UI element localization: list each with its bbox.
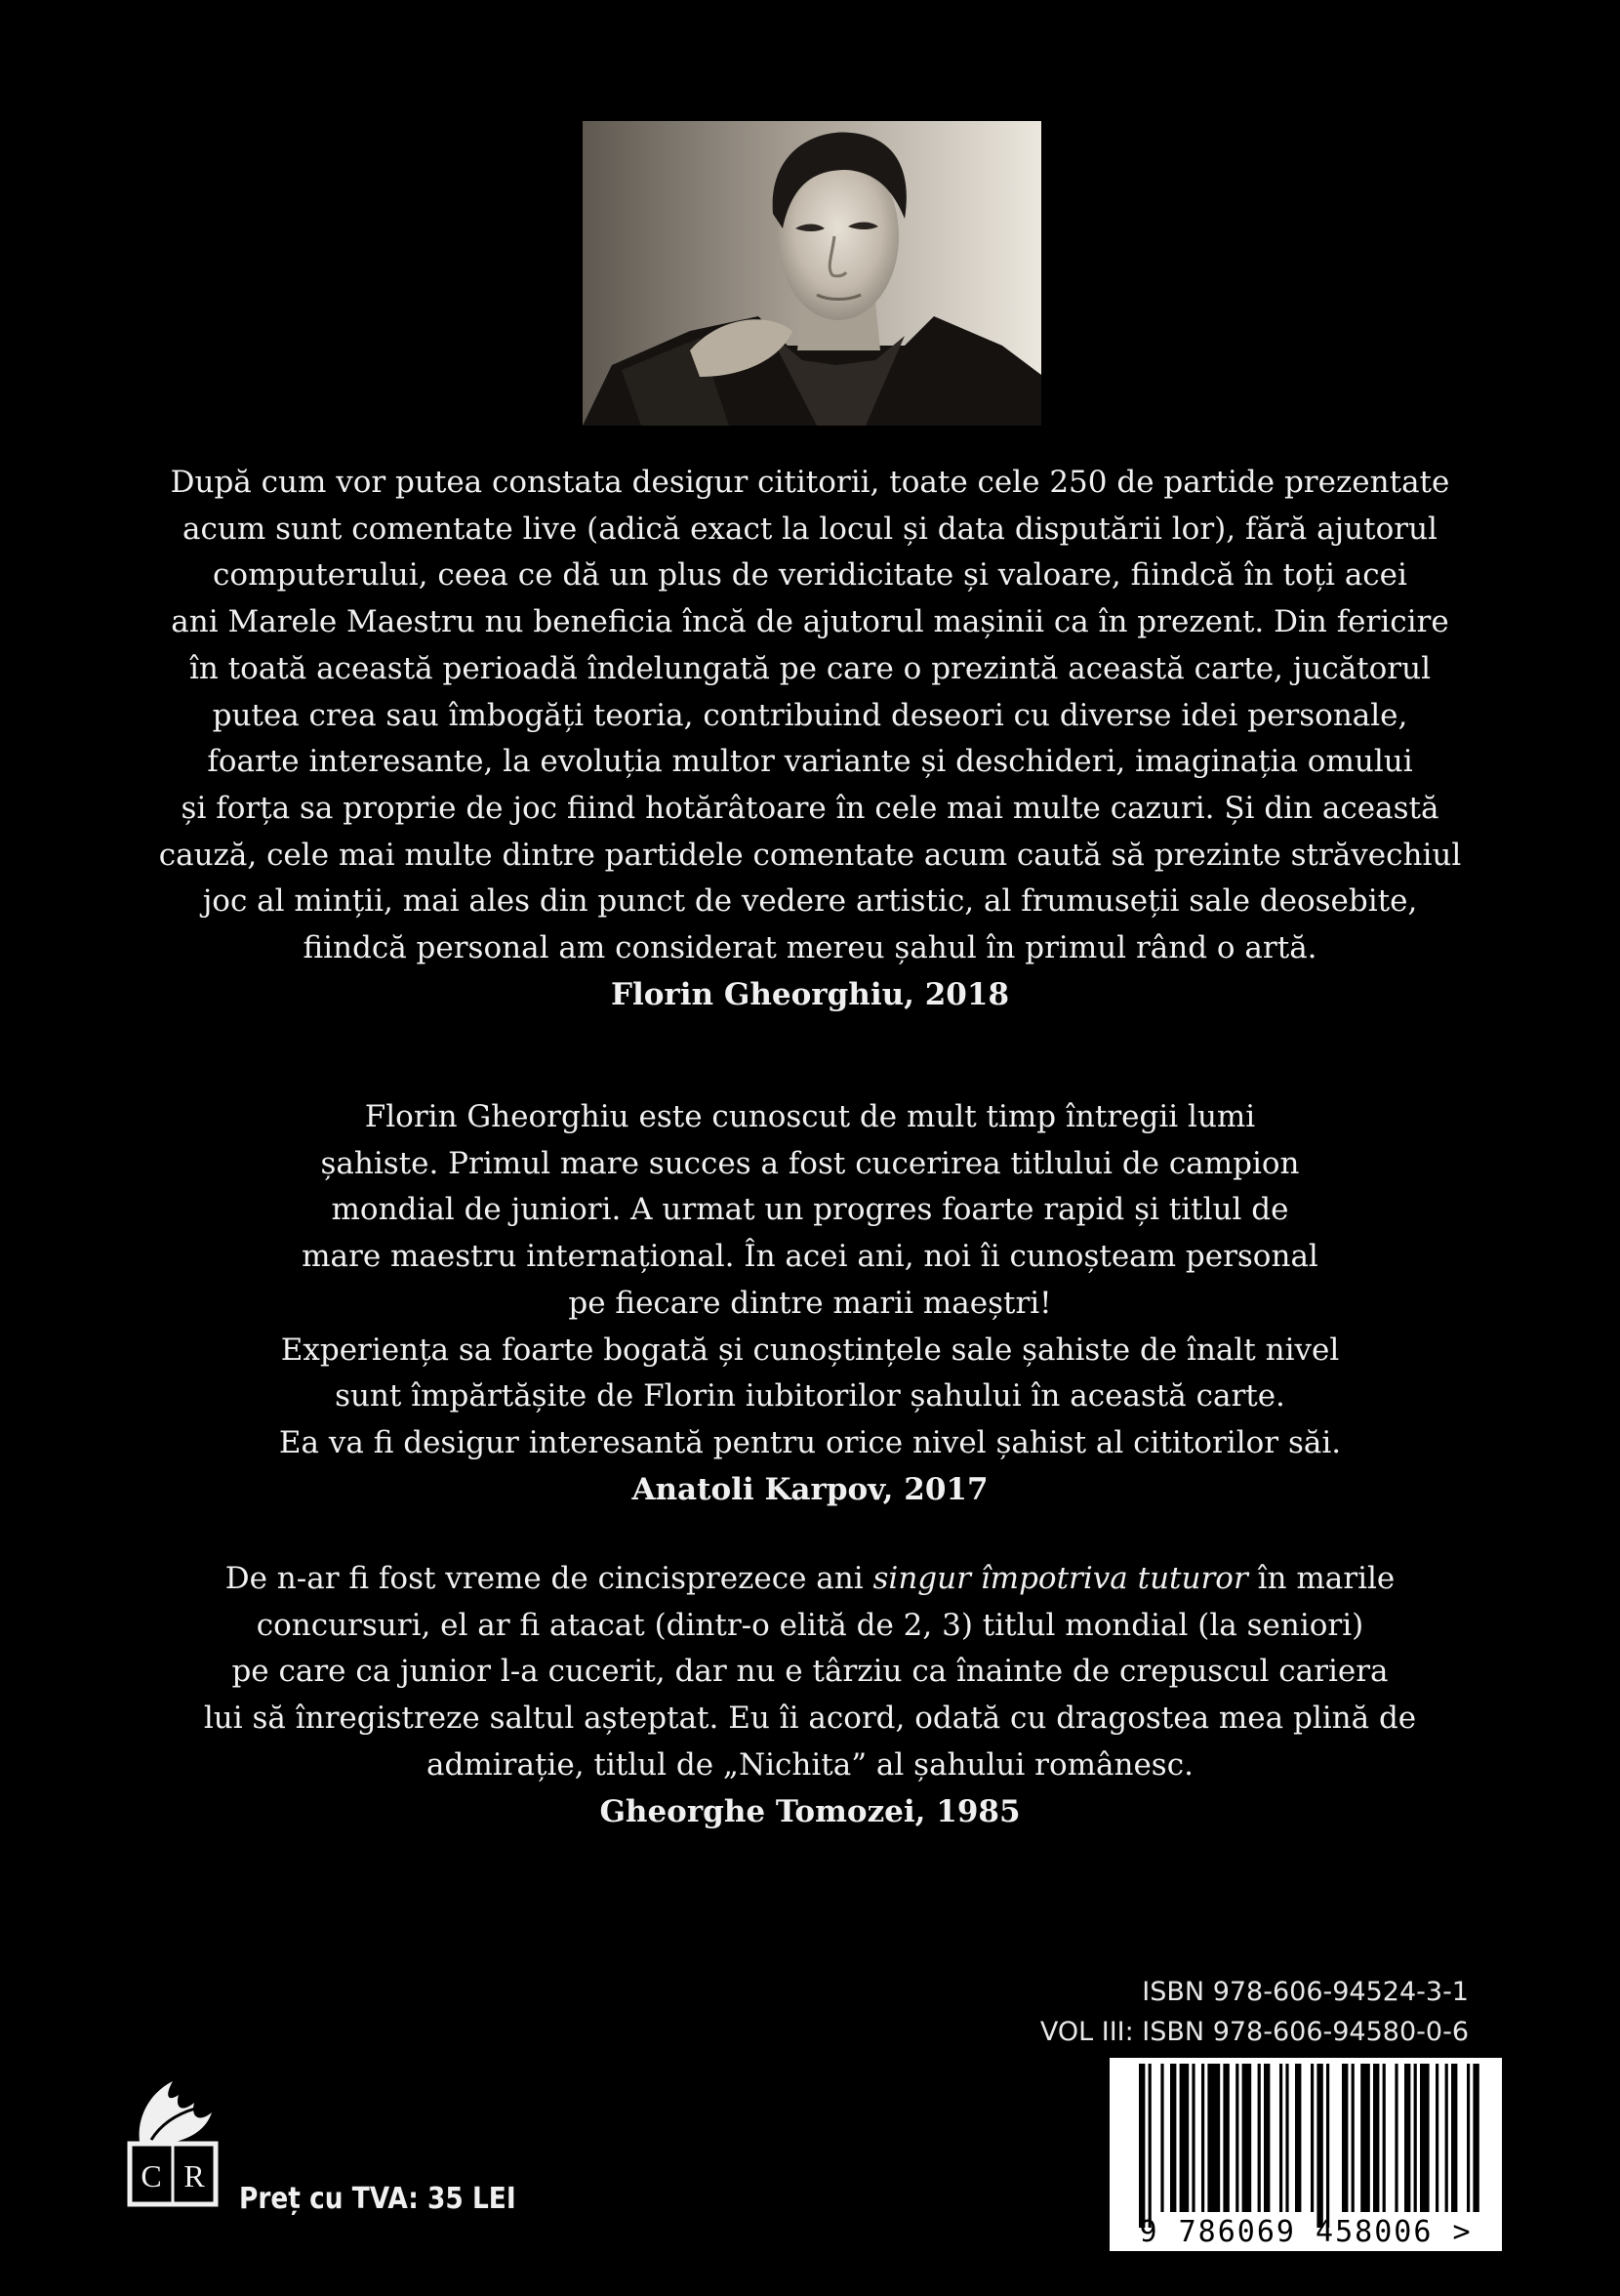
barcode-bar (1285, 2064, 1288, 2212)
barcode-bar (1342, 2064, 1348, 2212)
quote-line: lui să înregistreze saltul așteptat. Eu îi acord, odată cu dragostea mea plină de (203, 1701, 1417, 1737)
barcode-bar (1235, 2064, 1238, 2212)
quote-line: foarte interesante, la evoluția multor variante și deschideri, imaginația omului (207, 744, 1413, 780)
barcode-bar (1258, 2064, 1261, 2212)
portrait-illustration (583, 121, 1041, 426)
price-label: Preț cu TVA: 35 LEI (239, 2182, 516, 2216)
quote-line: și forța sa proprie de joc fiind hotărâtoare în cele mai multe cazuri. Și din această (181, 790, 1439, 826)
barcode-bar (1404, 2064, 1410, 2212)
barcode-bar (1467, 2064, 1470, 2212)
quote-line: joc al minții, mai ales din punct de vedere artistic, al frumuseții sale deosebite, (202, 883, 1418, 920)
quote-line: acum sunt comentate live (adică exact la locul și data disputării lor), fără ajutorul (182, 511, 1438, 547)
barcode-bar (1311, 2064, 1314, 2212)
barcode-bar (1264, 2064, 1270, 2212)
barcode-bar (1149, 2064, 1152, 2228)
barcode-bar (1473, 2064, 1478, 2212)
quote-line: Ea va fi desigur interesantă pentru orice nivel șahist al cititorilor săi. (278, 1424, 1342, 1460)
quote-block-tomozei (117, 1556, 1503, 1835)
barcode-bar (1279, 2064, 1282, 2212)
barcode-bar (1207, 2064, 1220, 2212)
barcode-bar (1383, 2064, 1386, 2212)
quote-signature: Gheorghe Tomozei, 1985 (599, 1793, 1021, 1829)
quote-line: cauză, cele mai multe dintre partidele comentate acum caută să prezinte străvechiul (158, 837, 1462, 873)
logo-letter-c: C (141, 2158, 162, 2194)
quote-line: în toată această perioadă îndelungată pe care o prezintă această carte, jucătorul (188, 650, 1431, 686)
barcode-bar (1139, 2064, 1145, 2228)
barcode-bar (1414, 2064, 1417, 2212)
barcode-bar (1170, 2064, 1176, 2212)
quote-line: putea crea sau îmbogăți teoria, contribuind deseori cu diverse idei personale, (212, 697, 1408, 733)
quote-italic-phrase: singur împotriva tuturor (872, 1561, 1248, 1596)
quote-signature: Anatoli Karpov, 2017 (631, 1471, 989, 1507)
quote-signature: Florin Gheorghiu, 2018 (610, 976, 1010, 1012)
barcode-bar (1223, 2064, 1229, 2212)
publisher-logo (122, 2073, 223, 2210)
quote-line: mare maestru internațional. În acei ani, noi îi cunoșteam personal (302, 1239, 1318, 1275)
quote-line (117, 1556, 1503, 1603)
barcode-bar (1445, 2064, 1448, 2212)
quote-line: fiindcă personal am considerat mereu șahul în primul rând o artă. (303, 930, 1317, 966)
barcode-bar (1360, 2064, 1370, 2212)
quote-line: concursuri, el ar fi atacat (dintr-o elită de 2, 3) titlul mondial (la seniori) (256, 1607, 1364, 1643)
barcode-bar (1352, 2064, 1355, 2212)
barcode-bar (1420, 2064, 1430, 2212)
logo-letter-r: R (183, 2158, 205, 2194)
barcode-bar (1436, 2064, 1438, 2212)
quote-text: De n-ar fi fost vreme de cincisprezece ani (224, 1561, 873, 1596)
barcode-bar (1451, 2064, 1457, 2212)
quote-line: sunt împărtășite de Florin iubitorilor șahului în această carte. (335, 1378, 1285, 1414)
isbn-main: ISBN 978-606-94524-3-1 (1142, 1977, 1469, 2007)
quote-line: După cum vor putea constata desigur cititorii, toate cele 250 de partide prezentate (170, 465, 1450, 500)
barcode-bar (1242, 2064, 1252, 2212)
barcode-bar (1201, 2064, 1204, 2212)
quote-block-gheorghiu (117, 460, 1503, 1018)
quote-line: pe care ca junior l-a cucerit, dar nu e târziu ca înainte de crepuscul cariera (231, 1654, 1389, 1690)
publisher-logo-icon (122, 2073, 223, 2210)
quote-line: Experiența sa foarte bogată și cunoștințele sale șahiste de înalt nivel (280, 1332, 1340, 1368)
quote-line: ani Marele Maestru nu beneficia încă de ajutorul mașinii ca în prezent. Din fericire (171, 604, 1449, 640)
quote-line: mondial de juniori. A urmat un progres foarte rapid și titlul de (331, 1192, 1289, 1228)
barcode (1110, 2058, 1502, 2251)
barcode-bar (1316, 2064, 1322, 2228)
quote-line: admirație, titlul de „Nichita” al șahului românesc. (426, 1746, 1194, 1783)
quote-line: șahiste. Primul mare succes a fost cucerirea titlului de campion (320, 1145, 1300, 1181)
isbn-volume: VOL III: ISBN 978-606-94580-0-6 (1039, 2017, 1469, 2047)
barcode-bar (1160, 2064, 1163, 2212)
barcode-bar (1180, 2064, 1190, 2212)
barcode-bar (1192, 2064, 1195, 2212)
quote-line: Florin Gheorghiu este cunoscut de mult timp întregii lumi (364, 1099, 1256, 1134)
author-portrait-photo (583, 121, 1041, 426)
barcode-digits: 9 786069 458006 > (1139, 2215, 1473, 2249)
quote-line: computerului, ceea ce dă un plus de veridicitate și valoare, fiindcă în toți acei (213, 557, 1407, 594)
quote-text: în marile (1247, 1561, 1396, 1596)
quote-line: pe fiecare dintre marii maeștri! (568, 1285, 1052, 1321)
quote-block-karpov (117, 1094, 1503, 1513)
barcode-bar (1295, 2064, 1301, 2212)
barcode-bar (1373, 2064, 1379, 2212)
barcode-bar (1395, 2064, 1397, 2212)
barcode-bar (1326, 2064, 1329, 2228)
